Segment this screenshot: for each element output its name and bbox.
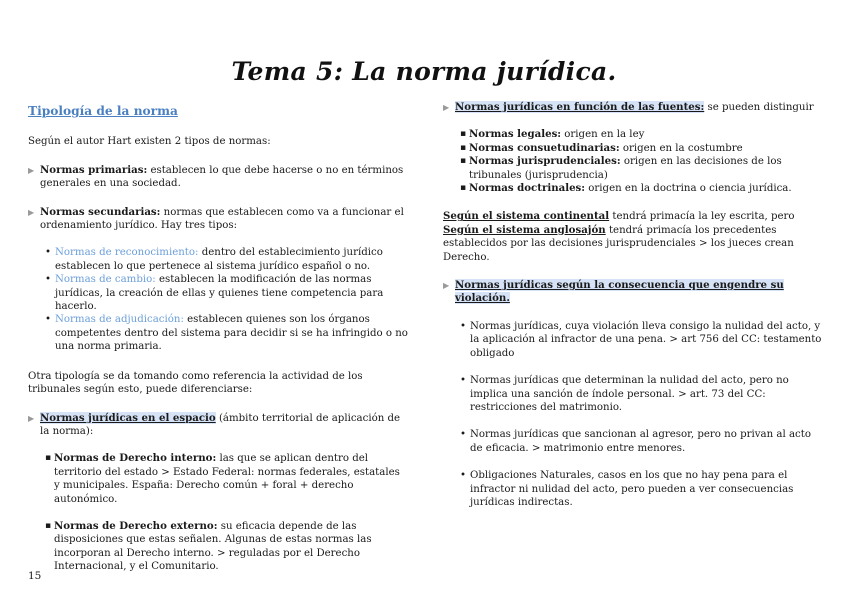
espacio-list (45, 452, 408, 573)
sistemas-paragraph (443, 210, 823, 264)
secundarias-text: normas que establecen como va a funcionar el ordenamiento jurídico. Hay tres tipos: (40, 206, 404, 232)
list-item (460, 142, 823, 155)
continental-text: tendrá primacía la ley escrita, pero (609, 211, 795, 223)
secundarias-label: Normas secundarias: (40, 205, 161, 218)
reconocimiento-label: Normas de reconocimiento: (55, 247, 199, 259)
consuetudinarias-text: origen en la costumbre (619, 142, 743, 154)
page-title: Tema 5: La norma jurídica. (231, 57, 617, 86)
interno-label: Normas de Derecho interno: (54, 452, 217, 465)
cambio-label: Normas de cambio: (55, 274, 156, 286)
normas-secundarias-item (28, 206, 408, 233)
left-column (28, 103, 408, 574)
doctrinales-label: Normas doctrinales: (469, 182, 586, 195)
espacio-label: Normas jurídicas en el espacio (40, 411, 216, 424)
intro-paragraph: Según el autor Hart existen 2 tipos de normas: (28, 136, 271, 148)
consecuencia-label: Normas jurídicas según la consecuencia que engendre su violación. (455, 279, 784, 305)
fuentes-text: se pueden distinguir (704, 102, 814, 113)
list-item (460, 128, 823, 141)
adjudicacion-label: Normas de adjudicación: (55, 314, 184, 326)
cambio-text: establecen la modificación de las normas jurídicas, la creación de ellas y quienes tiene competencia para hacerlo. (55, 274, 384, 313)
externo-text: su eficacia depende de las disposiciones que estas señalen. Algunas de estas normas las incorporan al Derecho interno. > reguladas por el Derecho Internacional, y el Comunitario. (54, 520, 372, 573)
normas-espacio-item (28, 412, 408, 439)
fuentes-label: Normas jurídicas en función de las fuentes: (455, 101, 705, 113)
externo-label: Normas de Derecho externo: (54, 519, 218, 532)
otra-tipologia-paragraph: Otra tipología se da tomando como referencia la actividad de los tribunales según esto, puede diferenciarse: (28, 370, 363, 396)
list-item (45, 520, 408, 574)
legales-label: Normas legales: (469, 128, 562, 141)
normas-consecuencia-item (443, 279, 823, 306)
list-item: • Normas jurídicas que determinan la nulidad del acto, pero no implica una sanción de índole personal. > art. 73 del CC: restricciones del matrimonio. (460, 374, 823, 414)
doctrinales-text: origen en la doctrina o ciencia jurídica. (585, 183, 792, 195)
section-heading-tipologia (28, 103, 408, 119)
list-item: • Normas jurídicas, cuya violación lleva consigo la nulidad del acto, y la aplicación al infractor de una pena. > art 756 del CC: testamento obligado (460, 320, 823, 360)
legales-text: origen en la ley (561, 129, 645, 141)
right-column (443, 101, 823, 509)
adjudicacion-text: establecen quienes son los órganos competentes dentro del sistema para decidir si se ha infringido o no una norma primaria. (55, 314, 408, 353)
anglosajon-label: Según el sistema anglosajón (443, 223, 606, 236)
reconocimiento-text: dentro del establecimiento jurídico establecen lo que pertenece al sistema jurídico español o no. (55, 247, 383, 272)
list-item (45, 273, 408, 313)
normas-primarias-item (28, 164, 408, 191)
list-item (45, 452, 408, 506)
list-item: • Normas jurídicas que sancionan al agresor, pero no privan al acto de eficacia. > matrimonio entre menores. (460, 428, 823, 455)
list-item (45, 246, 408, 273)
page-number: 15 (28, 570, 42, 582)
jurisprudenciales-text: origen en las decisiones de los tribunales (jurisprudencia) (469, 156, 782, 181)
primarias-text: establecen lo que debe hacerse o no en términos generales en una sociedad. (40, 164, 404, 190)
continental-label: Según el sistema continental (443, 210, 610, 223)
list-item (460, 155, 823, 182)
consuetudinarias-label: Normas consuetudinarias: (469, 141, 620, 154)
fuentes-list (460, 128, 823, 195)
tipologia-heading-text: Tipología de la norma (28, 104, 178, 118)
list-item (45, 313, 408, 353)
normas-fuentes-item (443, 101, 823, 114)
list-item: • Obligaciones Naturales, casos en los que no hay pena para el infractor ni nulidad del acto, pero pueden a ver consecuencias jurídicas indirectas. (460, 469, 823, 509)
primarias-label: Normas primarias: (40, 163, 148, 176)
interno-text: las que se aplican dentro del territorio del estado > Estado Federal: normas federales, estatales y municipales. España: Derecho común + foral + derecho autonómico. (54, 453, 400, 505)
list-item (460, 182, 823, 195)
espacio-text: (ámbito territorial de aplicación de la norma): (40, 412, 401, 437)
secundarias-list (45, 246, 408, 353)
jurisprudenciales-label: Normas jurisprudenciales: (469, 155, 621, 168)
consecuencia-list (460, 320, 823, 509)
anglosajon-text: tendrá primacía los precedentes establecidos por las decisiones jurisprudenciales > los jueces crean Derecho. (443, 224, 794, 263)
